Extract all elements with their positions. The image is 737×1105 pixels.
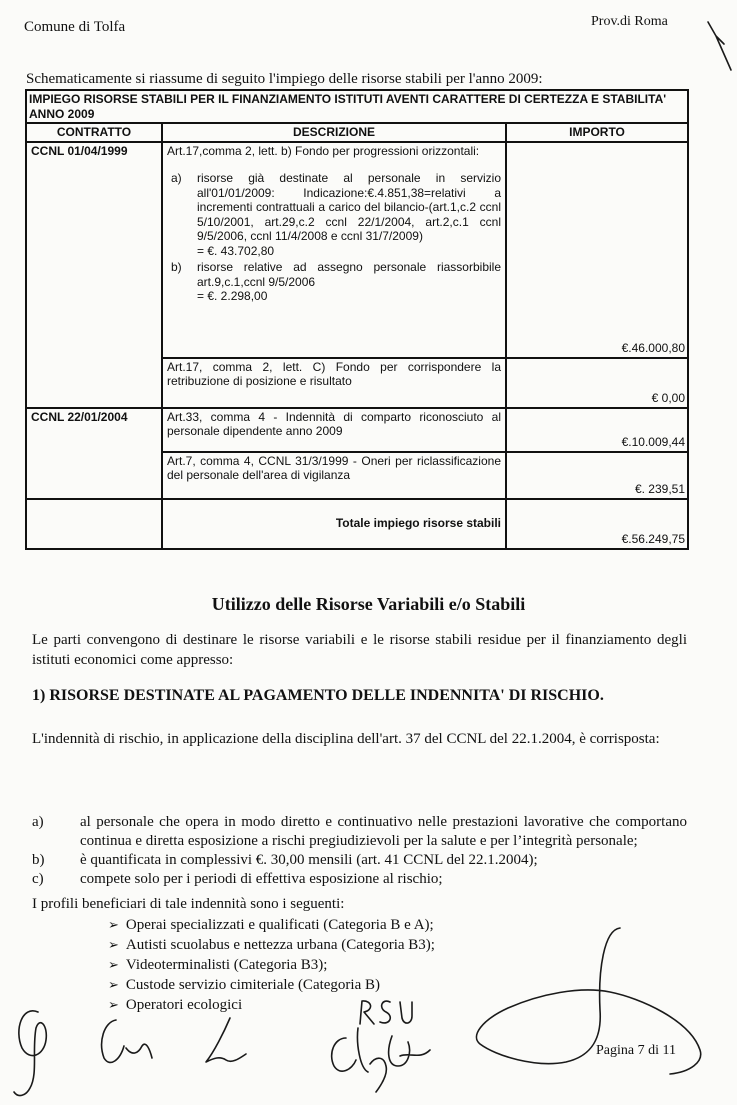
contract-cell: CCNL 01/04/1999 (26, 142, 162, 408)
total-label: Totale impiego risorse stabili (162, 499, 506, 549)
table-row (26, 142, 688, 358)
signature-1 (14, 1011, 46, 1096)
list-item-letter: b) (32, 852, 45, 868)
table-title: IMPIEGO RISORSE STABILI PER IL FINANZIAMENTO ISTITUTI AVENTI CARATTERE DI CERTEZZA E STABILITA' ANNO 2009 (26, 90, 688, 123)
amount-cell: € 0,00 (506, 358, 688, 408)
sub-item-marker: a) (171, 171, 182, 185)
sub-item-content (197, 260, 501, 304)
list-item-letter: c) (32, 871, 44, 887)
header-province: Prov.di Roma (591, 14, 668, 29)
profiles-list (108, 915, 435, 1015)
sub-item-value: = €. 43.702,80 (197, 243, 275, 258)
sub-item (167, 171, 501, 258)
sub-item-value: = €. 2.298,00 (197, 289, 268, 303)
contract-cell: CCNL 22/01/2004 (26, 408, 162, 499)
paragraph-intro: Le parti convengono di destinare le risorse variabili e le risorse stabili residue per il finanziamento degli istituti economici come appresso: (32, 632, 687, 668)
corner-mark (708, 22, 731, 70)
list-item-text: è quantificata in complessivi €. 30,00 mensili (art. 41 CCNL del 22.1.2004); (80, 852, 538, 868)
list-item (32, 813, 687, 851)
list-item-text: al personale che opera in modo diretto e continuativo nelle prestazioni lavorative che comportano continua e diretta esposizione a rischi pregiudizievoli per la salute e per l’integrità personale; (80, 814, 687, 849)
amount-cell: €.10.009,44 (506, 408, 688, 452)
list-item (32, 851, 687, 870)
list-item (32, 870, 687, 889)
paragraph-allowance: L'indennità di rischio, in applicazione della disciplina dell'art. 37 del CCNL del 22.1.2004, è corrisposta: (32, 731, 660, 747)
description-text: Art.17,comma 2, lett. b) Fondo per progressioni orizzontali: (167, 143, 480, 158)
table-total-row (26, 499, 688, 549)
sub-item (167, 260, 501, 304)
sub-item-marker: b) (171, 260, 182, 274)
conditions-list (32, 813, 687, 889)
sub-item-text: risorse relative ad assegno personale riassorbibile art.9,c.1,ccnl 9/5/2006 (197, 260, 501, 289)
sub-item-text: risorse già destinate al personale in servizio all'01/01/2009: Indicazione:€.4.851,38=relativi a incrementi contrattuali a carico del bilancio-(art.1,c.2 ccnl 5/10/2001, art.29,c.2 ccnl 22/1/2004, art.2,c.1 ccnl 9/5/2006, ccnl 11/4/2008 e ccnl 31/7/2009) (197, 171, 501, 243)
profile-item: ➢ Custode servizio cimiteriale (Categoria B) (108, 975, 435, 995)
stable-resources-table (25, 89, 689, 550)
section-title: Utilizzo delle Risorse Variabili e/o Stabili (211, 594, 526, 614)
col-header-contract: CONTRATTO (26, 123, 162, 142)
signature-4 (332, 1028, 430, 1092)
page-number: Pagina 7 di 11 (596, 1043, 676, 1058)
table-row (26, 408, 688, 452)
table-title-row (26, 90, 688, 123)
intro-text: Schematicamente si riassume di seguito l'impiego delle risorse stabili per l'anno 2009: (26, 71, 543, 87)
col-header-description: DESCRIZIONE (162, 123, 506, 142)
empty-cell (26, 499, 162, 549)
amount-cell: €.46.000,80 (506, 142, 688, 358)
description-cell: Art.33, comma 4 - Indennità di comparto riconosciuto al personale dipendente anno 2009 (162, 408, 506, 452)
profile-item: ➢ Autisti scuolabus e nettezza urbana (Categoria B3); (108, 935, 435, 955)
profile-item: ➢ Operai specializzati e qualificati (Categoria B e A); (108, 915, 435, 935)
profiles-intro: I profili beneficiari di tale indennità sono i seguenti: (32, 896, 345, 912)
profile-item: ➢ Videoterminalisti (Categoria B3); (108, 955, 435, 975)
amount-cell: €. 239,51 (506, 452, 688, 499)
description-cell: Art.17, comma 2, lett. C) Fondo per corrispondere la retribuzione di posizione e risultato (162, 358, 506, 408)
signature-3 (206, 1018, 246, 1062)
description-cell (162, 142, 506, 358)
list-item-text: compete solo per i periodi di effettiva esposizione al rischio; (80, 871, 443, 887)
list-item-letter: a) (32, 814, 44, 830)
sub-item-content (197, 171, 501, 258)
heading-risk-allowance: 1) RISORSE DESTINATE AL PAGAMENTO DELLE INDENNITA' DI RISCHIO. (32, 687, 604, 704)
total-amount: €.56.249,75 (506, 499, 688, 549)
table-header-row (26, 123, 688, 142)
profile-item: ➢ Operatori ecologici (108, 995, 435, 1015)
signature-2 (102, 1020, 152, 1062)
header-municipality: Comune di Tolfa (24, 19, 126, 35)
sub-list (167, 171, 501, 304)
col-header-amount: IMPORTO (506, 123, 688, 142)
description-cell: Art.7, comma 4, CCNL 31/3/1999 - Oneri per riclassificazione del personale dell'area di vigilanza (162, 452, 506, 499)
